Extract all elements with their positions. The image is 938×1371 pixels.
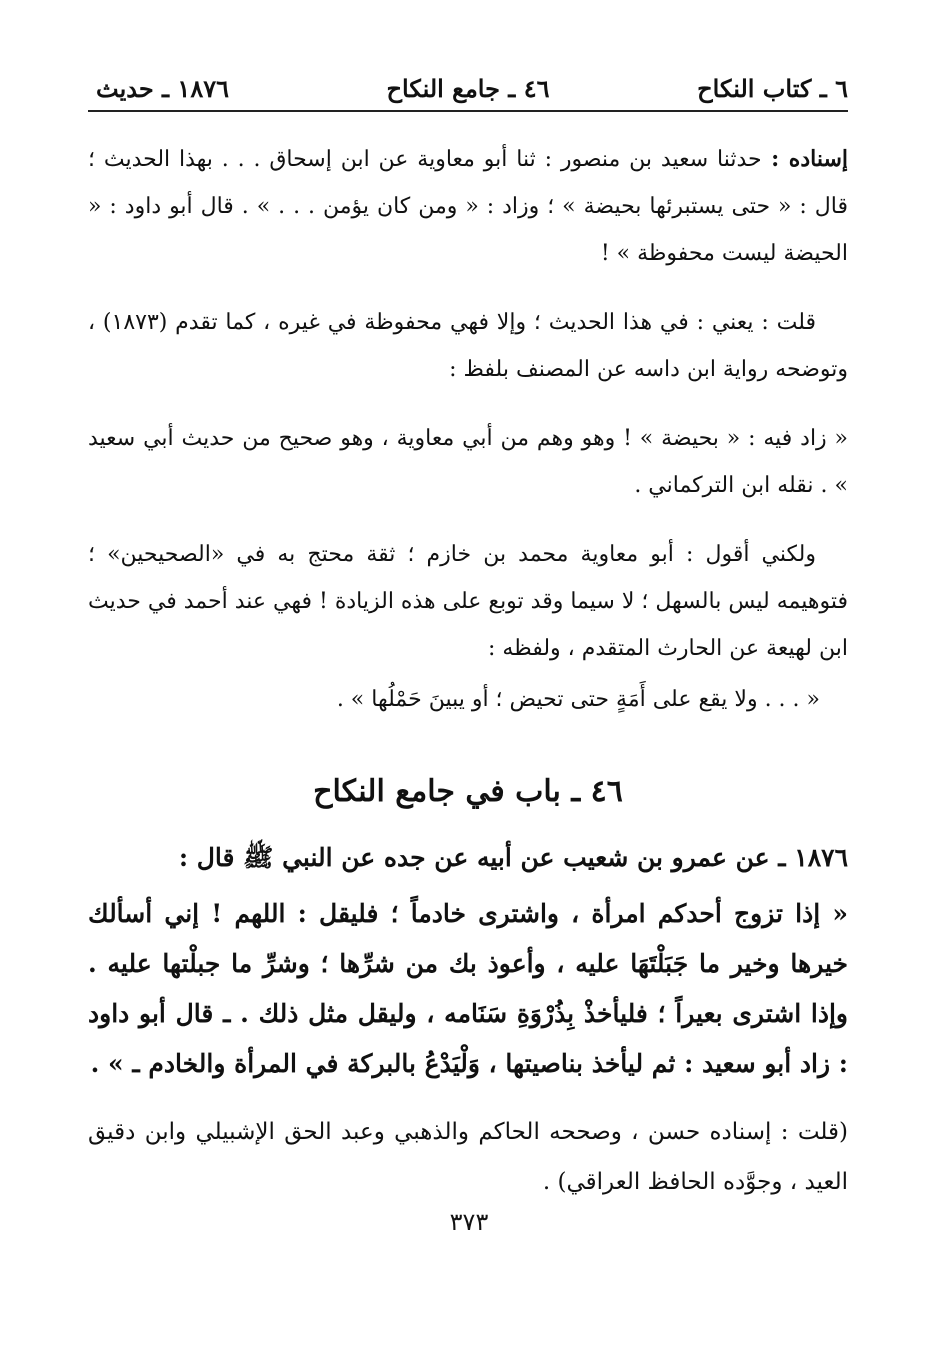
isnad-paragraph — [88, 136, 848, 277]
page-number: ٣٧٣ — [449, 1208, 489, 1236]
hadith-heading: ١٨٧٦ ـ عن عمرو بن شعيب عن أبيه عن جده عن النبي ﷺ قال : — [178, 843, 848, 872]
header-chapter-title: ٤٦ ـ جامع النكاح — [386, 74, 550, 103]
commentary-paragraph-1: قلت : يعني : في هذا الحديث ؛ وإلا فهي محفوظة في غيره ، كما تقدم (١٨٧٣) ، وتوضحه رواية ابن داسه عن المصنف بلفظ : — [88, 310, 848, 382]
header-hadith-number: ١٨٧٦ ـ حديث — [96, 74, 229, 103]
quote-paragraph: « زاد فيه : « بحيضة » ! وهو وهم من أبي معاوية ، وهو صحيح من حديث أبي سعيد » . نقله ابن التركماني . — [88, 426, 848, 498]
takhrij-note: (قلت : إسناده حسن ، وصححه الحاكم والذهبي وعبد الحق الإشبيلي وابن دقيق العيد ، وجوَّده الحافظ العراقي) . — [88, 1119, 848, 1195]
commentary-paragraph-2: ولكني أقول : أبو معاوية محمد بن خازم ؛ ثقة محتج به في «الصحيحين» ؛ فتوهيمه ليس بالسهل ؛ لا سيما وقد توبع على هذه الزيادة ! فهي عند أحمد في حديث ابن لهيعة عن الحارث المتقدم ، ولفظه : — [88, 542, 848, 661]
header-book-title: ٦ ـ كتاب النكاح — [697, 74, 848, 103]
chapter-title: ٤٦ ـ باب في جامع النكاح — [313, 774, 623, 809]
quoted-wording: « . . . ولا يقع على أَمَةٍ حتى تحيض ؛ أو يبينَ حَمْلُها » . — [336, 687, 820, 712]
isnad-text: حدثنا سعيد بن منصور : ثنا أبو معاوية عن ابن إسحاق . . . بهذا الحديث ؛ قال : « حتى يستبرئها بحيضة » ؛ وزاد : « ومن كان يؤمن . . . » . قال أبو داود : « الحيضة ليست محفوظة » ! — [88, 147, 848, 266]
hadith-text: « إذا تزوج أحدكم امرأة ، واشترى خادماً ؛ فليقل : اللهم ! إني أسألك خيرها وخير ما جَبَلْتَهَا عليه ، وأعوذ بك من شرِّها ؛ وشرِّ ما جبلْتها عليه . وإذا اشترى بعيراً ؛ فليأخذْ بِذُرْوَةِ سَنَامه ، وليقل مثل ذلك . ـ قال أبو داود : زاد أبو سعيد : ثم ليأخذ بناصيتها ، وَلْيَدْعُ بالبركة في المرأة والخادم ـ » . — [88, 899, 848, 1078]
isnad-label: إسناده : — [761, 146, 849, 172]
book-page — [88, 70, 848, 1350]
running-header — [88, 70, 848, 112]
